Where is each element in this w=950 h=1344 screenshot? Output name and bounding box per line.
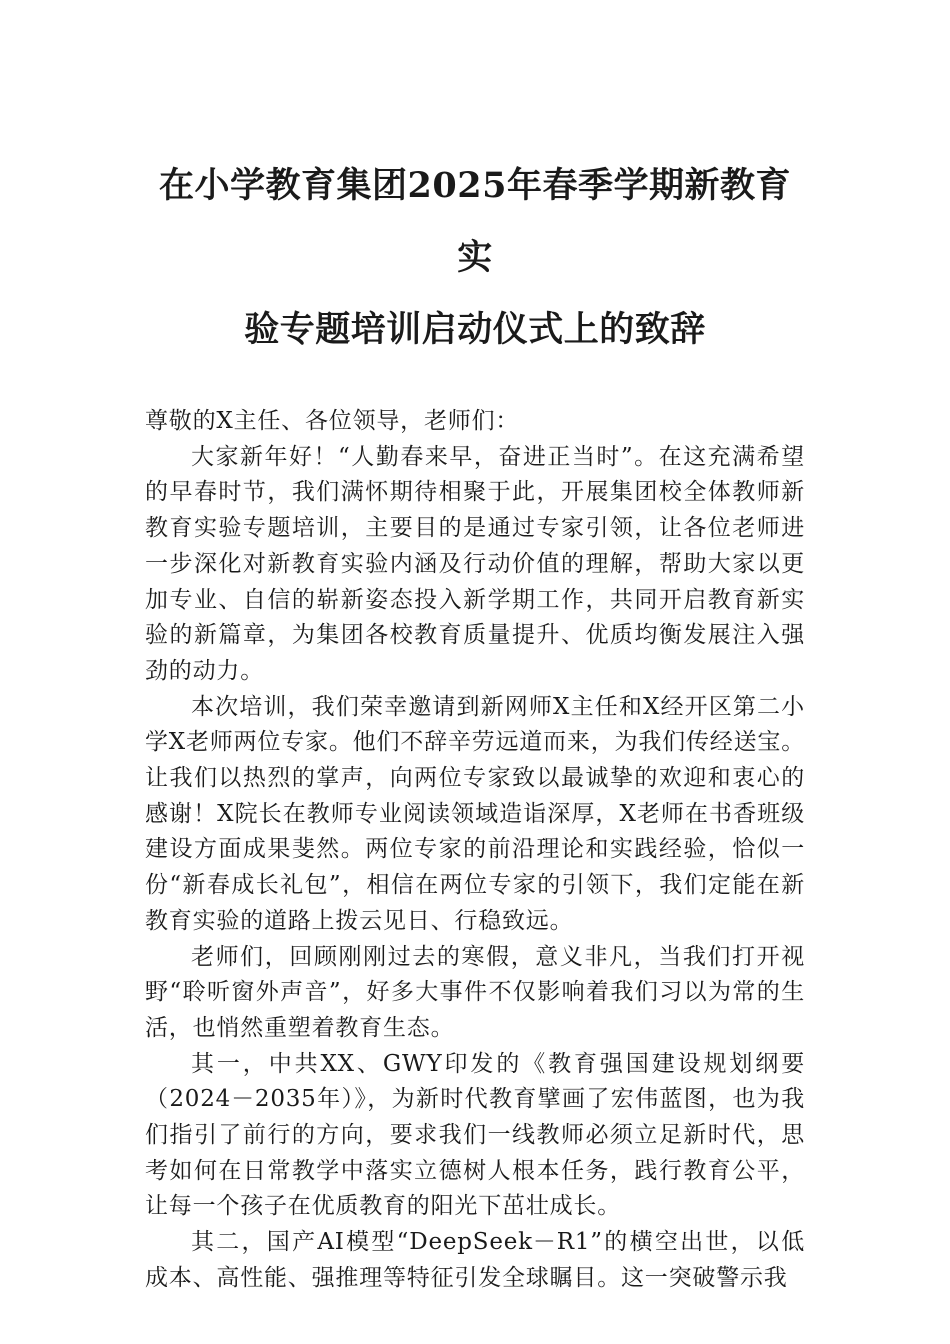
salutation: 尊敬的X主任、各位领导，老师们： [145,408,520,434]
title-line-2: 验专题培训启动仪式上的致辞 [244,309,706,350]
paragraph-3: 老师们，回顾刚刚过去的寒假，意义非凡，当我们打开视野“聆听窗外声音”，好多大事件不仅影响着我们习以为常的生活，也悄然重塑着教育生态。 [145,943,805,1041]
paragraph-1: 大家新年好！“人勤春来早，奋进正当时”。在这充满希望的早春时节，我们满怀期待相聚于此，开展集团校全体教师新教育实验专题培训，主要目的是通过专家引领，让各位老师进一步深化对新教育实验内涵及行动价值的理解，帮助大家以更加专业、自信的崭新姿态投入新学期工作，共同开启教育新实验的新篇章，为集团各校教育质量提升、优质均衡发展注入强劲的动力。 [145,443,805,684]
paragraph-2: 本次培训，我们荣幸邀请到新网师X主任和X经开区第二小学X老师两位专家。他们不辞辛劳远道而来，为我们传经送宝。让我们以热烈的掌声，向两位专家致以最诚挚的欢迎和衷心的感谢！X院长在教师专业阅读领域造诣深厚，X老师在书香班级建设方面成果斐然。两位专家的前沿理论和实践经验，恰似一份“新春成长礼包”，相信在两位专家的引领下，我们定能在新教育实验的道路上拨云见日、行稳致远。 [145,693,805,934]
document-title [145,150,805,366]
paragraph-5: 其二，国产AI模型“DeepSeek－R1”的横空出世，以低成本、高性能、强推理等特征引发全球瞩目。这一突破警示我 [145,1229,805,1291]
title-line-1: 在小学教育集团2025年春季学期新教育实 [159,165,791,278]
document-body [145,404,805,1297]
paragraph-4: 其一，中共XX、GWY印发的《教育强国建设规划纲要（2024－2035年）》，为新时代教育擘画了宏伟蓝图，也为我们指引了前行的方向，要求我们一线教师必须立足新时代，思考如何在日常教学中落实立德树人根本任务，践行教育公平，让每一个孩子在优质教育的阳光下茁壮成长。 [145,1050,805,1220]
